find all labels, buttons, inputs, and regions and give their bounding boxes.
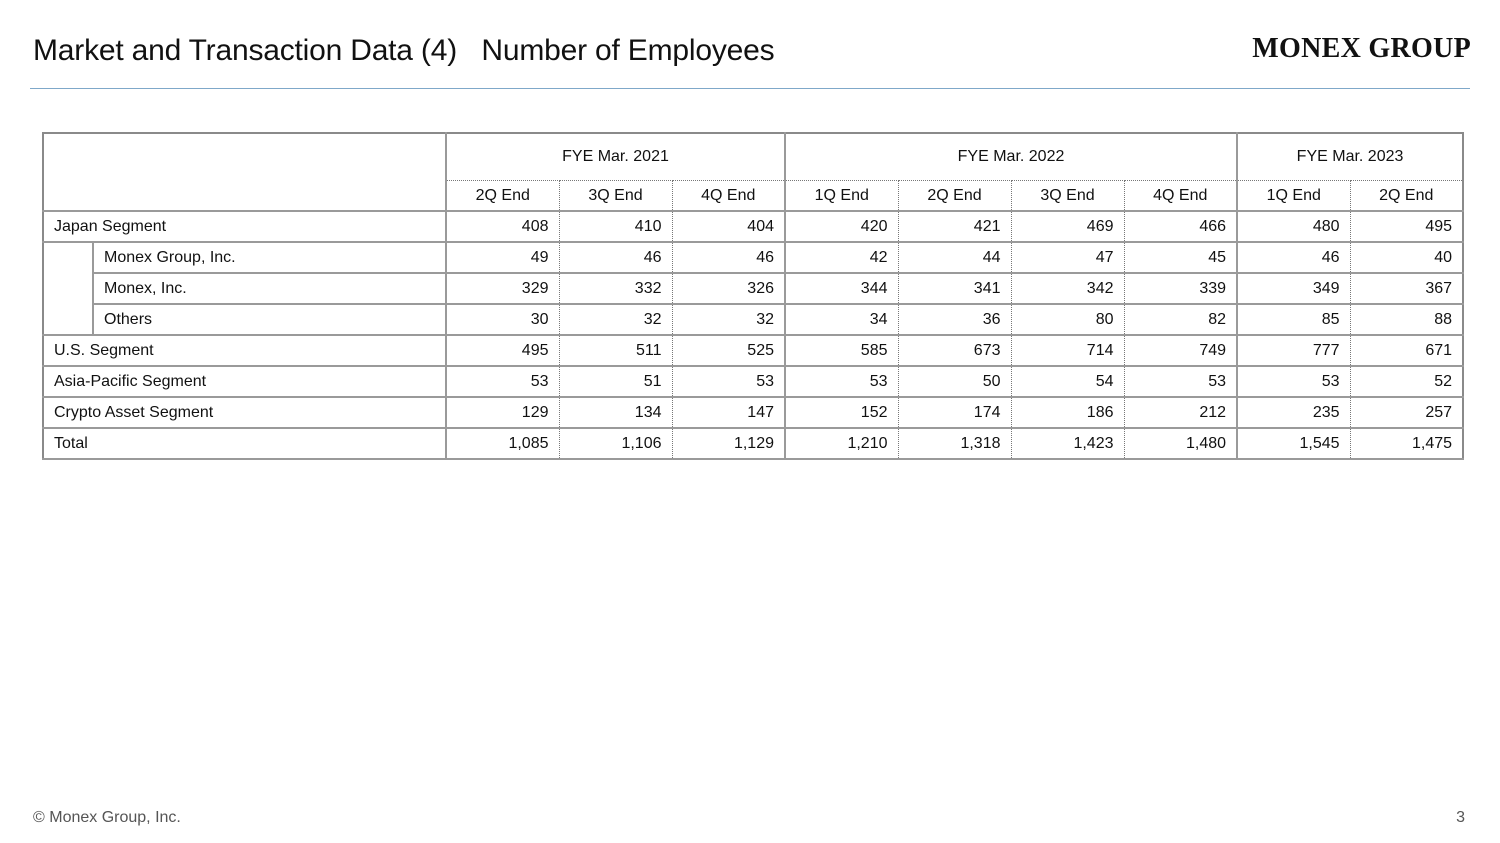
fiscal-year-header-row <box>43 133 1463 181</box>
employees-table <box>42 132 1464 460</box>
quarter-header: 4Q End <box>1124 181 1237 212</box>
monex-group-logo: MONEX GROUP <box>1252 33 1471 64</box>
table-cell: 1,106 <box>559 428 672 459</box>
table-cell: 53 <box>1237 366 1350 397</box>
fy-header-2022: FYE Mar. 2022 <box>785 133 1237 181</box>
quarter-header: 3Q End <box>559 181 672 212</box>
row-label: U.S. Segment <box>43 335 446 366</box>
table-cell: 714 <box>1011 335 1124 366</box>
table-cell: 495 <box>446 335 559 366</box>
table-cell: 257 <box>1350 397 1463 428</box>
table-cell: 42 <box>785 242 898 273</box>
table-cell: 82 <box>1124 304 1237 335</box>
title-divider <box>30 88 1470 89</box>
table-cell: 1,085 <box>446 428 559 459</box>
table-cell: 408 <box>446 211 559 242</box>
quarter-header: 2Q End <box>446 181 559 212</box>
table-cell: 52 <box>1350 366 1463 397</box>
table-cell: 134 <box>559 397 672 428</box>
table-cell: 469 <box>1011 211 1124 242</box>
table-cell: 777 <box>1237 335 1350 366</box>
table-cell: 54 <box>1011 366 1124 397</box>
table-cell: 495 <box>1350 211 1463 242</box>
indent-spacer <box>43 242 93 335</box>
table-cell: 45 <box>1124 242 1237 273</box>
table-cell: 32 <box>559 304 672 335</box>
table-cell: 32 <box>672 304 785 335</box>
table-cell: 339 <box>1124 273 1237 304</box>
table-cell: 44 <box>898 242 1011 273</box>
table-cell: 404 <box>672 211 785 242</box>
table-cell: 1,475 <box>1350 428 1463 459</box>
table-cell: 53 <box>785 366 898 397</box>
table-cell: 1,318 <box>898 428 1011 459</box>
table-corner-cell <box>43 133 446 211</box>
table-cell: 49 <box>446 242 559 273</box>
row-label: Asia-Pacific Segment <box>43 366 446 397</box>
table-cell: 585 <box>785 335 898 366</box>
page-title: Market and Transaction Data (4) Number of Employees <box>33 34 775 67</box>
quarter-header: 3Q End <box>1011 181 1124 212</box>
table-cell: 421 <box>898 211 1011 242</box>
quarter-header: 1Q End <box>1237 181 1350 212</box>
table-cell: 186 <box>1011 397 1124 428</box>
table-cell: 1,480 <box>1124 428 1237 459</box>
page-number: 3 <box>1456 809 1465 826</box>
row-label: Others <box>93 304 446 335</box>
table-row <box>43 304 1463 335</box>
table-cell: 511 <box>559 335 672 366</box>
table-cell: 344 <box>785 273 898 304</box>
table-row <box>43 335 1463 366</box>
table-cell: 749 <box>1124 335 1237 366</box>
table-row <box>43 397 1463 428</box>
table-cell: 525 <box>672 335 785 366</box>
table-cell: 46 <box>1237 242 1350 273</box>
table-cell: 329 <box>446 273 559 304</box>
table-cell: 420 <box>785 211 898 242</box>
table-cell: 50 <box>898 366 1011 397</box>
fy-header-2021: FYE Mar. 2021 <box>446 133 785 181</box>
table-cell: 1,129 <box>672 428 785 459</box>
table-cell: 147 <box>672 397 785 428</box>
table-cell: 326 <box>672 273 785 304</box>
table-cell: 51 <box>559 366 672 397</box>
table-cell: 85 <box>1237 304 1350 335</box>
quarter-header: 2Q End <box>1350 181 1463 212</box>
table-cell: 466 <box>1124 211 1237 242</box>
table-cell: 1,210 <box>785 428 898 459</box>
table-cell: 367 <box>1350 273 1463 304</box>
table-cell: 88 <box>1350 304 1463 335</box>
table-cell: 342 <box>1011 273 1124 304</box>
row-label: Monex, Inc. <box>93 273 446 304</box>
table-cell: 235 <box>1237 397 1350 428</box>
table-row <box>43 211 1463 242</box>
row-label: Monex Group, Inc. <box>93 242 446 273</box>
table-cell: 46 <box>559 242 672 273</box>
row-label: Japan Segment <box>43 211 446 242</box>
table-cell: 1,545 <box>1237 428 1350 459</box>
table-cell: 129 <box>446 397 559 428</box>
table-cell: 30 <box>446 304 559 335</box>
table-cell: 410 <box>559 211 672 242</box>
table-cell: 349 <box>1237 273 1350 304</box>
table-cell: 53 <box>672 366 785 397</box>
quarter-header: 1Q End <box>785 181 898 212</box>
table-cell: 341 <box>898 273 1011 304</box>
table-cell: 40 <box>1350 242 1463 273</box>
table-cell: 332 <box>559 273 672 304</box>
table-cell: 480 <box>1237 211 1350 242</box>
table-cell: 34 <box>785 304 898 335</box>
table-cell: 46 <box>672 242 785 273</box>
copyright-notice: © Monex Group, Inc. <box>33 809 181 826</box>
table-cell: 36 <box>898 304 1011 335</box>
quarter-header: 2Q End <box>898 181 1011 212</box>
row-label: Crypto Asset Segment <box>43 397 446 428</box>
row-label: Total <box>43 428 446 459</box>
table-cell: 47 <box>1011 242 1124 273</box>
table-cell: 53 <box>446 366 559 397</box>
table-row <box>43 273 1463 304</box>
table-cell: 671 <box>1350 335 1463 366</box>
table-row <box>43 242 1463 273</box>
table-row-total <box>43 428 1463 459</box>
table-cell: 673 <box>898 335 1011 366</box>
table-cell: 53 <box>1124 366 1237 397</box>
employees-table-container <box>42 132 1462 460</box>
table-cell: 152 <box>785 397 898 428</box>
table-row <box>43 366 1463 397</box>
fy-header-2023: FYE Mar. 2023 <box>1237 133 1463 181</box>
table-cell: 212 <box>1124 397 1237 428</box>
quarter-header: 4Q End <box>672 181 785 212</box>
table-cell: 174 <box>898 397 1011 428</box>
table-cell: 1,423 <box>1011 428 1124 459</box>
table-cell: 80 <box>1011 304 1124 335</box>
